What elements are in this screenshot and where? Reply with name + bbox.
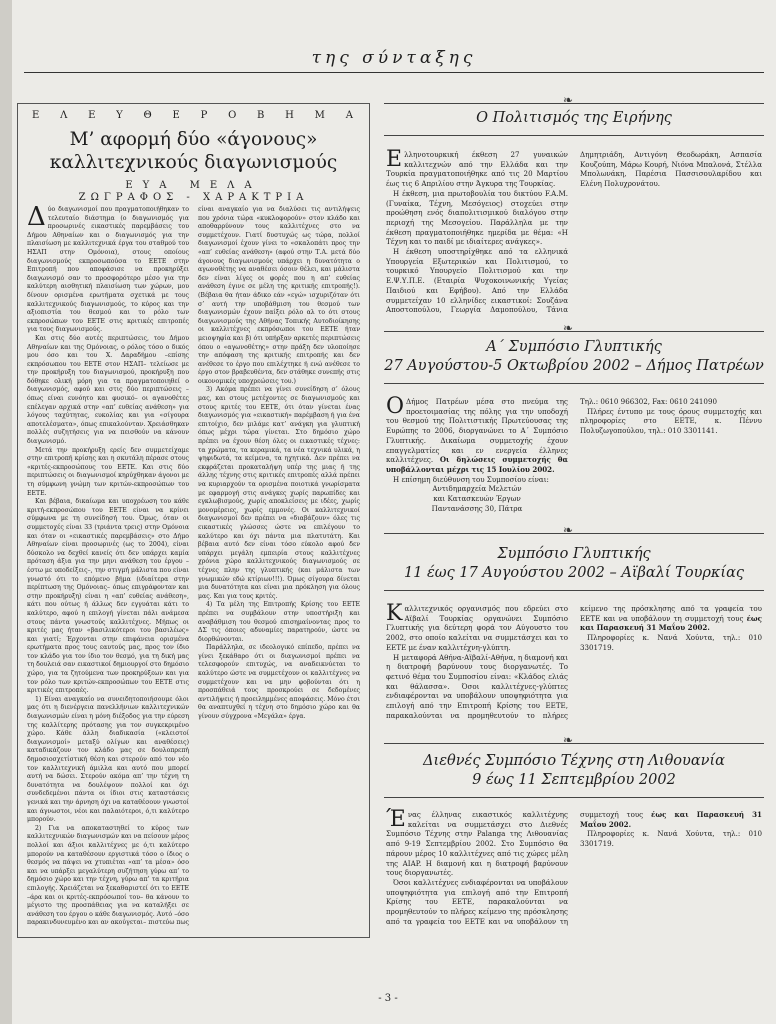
paragraph: Πληροφορίες κ. Νανά Χούντα, τηλ.: 010 3301719. — [580, 829, 762, 849]
paragraph: 1) Είναι αναγκαίο να συνειδητοποιήσουμε όλοι μας ότι η διενέργεια πανελλήνιων καλλιτεχνικών διαγωνισμών είναι η μόνη διέξοδος για την εύρεση της καλλίτερης πρότασης για τον συγκεκριμένο χώρο. Κάθε άλλη διαδικασία («κλειστοί διαγωνισμοί» μεταξύ ολίγων και αναθέσεις) καταδικάζουν τον κλάδο μας σε δουλοπρεπή δημοσιοσχετίστική θέση και στερούν από τον νέο τον καλλιτεχνική άμιλλα και αυτό που μπορεί αυτή να δώσει. Στερούν ακόμα απ’ την τέχνη τη δυνατότητα να δουλέψουν πολλοί και όχι συνδεδεμένοι πάντα οι ίδιοι στις καταστάσεις γενικά και την άρνηση όχι να καταθέσουν γνωστοί και άγνωστοι, νέοι και παλαιότεροι, ό,τι καλύτερο μπορούν. — [27, 695, 189, 824]
section-letter: Β — [257, 110, 267, 121]
article-1-title: Ο Πολιτισμός της Ειρήνης — [476, 110, 672, 126]
page-header: της σύνταξης — [311, 48, 477, 68]
article-4-title — [384, 752, 764, 790]
paragraph: λληνοτουρκική έκθεση 27 γυναικών καλλιτεχνών από την Ελλάδα και την Τουρκία πραγματοποιήθηκε από τις 20 Μαρτίου έως τις 6 Απριλίου στην Άγκυρα της Τουρκίας. — [386, 150, 568, 189]
section-letter: Ε — [88, 110, 98, 121]
ornament-icon: ❧ — [563, 523, 574, 537]
left-article-box — [17, 103, 370, 938]
address-line: Παντανάσσης 30, Πάτρα — [431, 503, 523, 513]
title-line-2: 9 έως 11 Σεπτεμβρίου 2002 — [472, 772, 676, 788]
paragraph: Και στις δύο αυτές περιπτώσεις, του Δήμου Αθηναίων και της Ομόνοιας, ο ρόλος τόσο ο δικός μου όσο και του Χ. Δαραδήμου –επίσης εκπρόσωπου του ΕΕΤΕ στον ΗΣΑΠ– τελείωσε με την προκήρυξη του διαγωνισμού, προκήρυξη που δόθηκε ολική μόρη για τα πραγματοποιηθεί ο διαγωνισμός, αφού και στις δύο περιπτώσεις –όπως είναι ευνόητο και φυσικό– οι αγανοθέτες επέλεγαν αρχικά στην «απ’ ευθείας ανάθεση» για λόγους ταχύτητας, ευκολίας και για «σίγουρα αποτελέσματα», όπως επικαλούνταν. Χρειάσθηκαν πολλές συζητήσεις για να πεισθούν να κάνουν διαγωνισμό. — [27, 334, 189, 446]
drop-cap: Ο — [386, 394, 405, 419]
title-line-1: Συμπόσιο Γλυπτικής — [497, 546, 651, 562]
title-line-2: 11 έως 17 Αυγούστου 2002 – Αϊβαλί Τουρκίας — [403, 565, 745, 581]
title-line-2: 27 Αυγούστου-5 Οκτωβρίου 2002 – Δήμος Πατρέων — [384, 358, 764, 374]
paragraph-text: Η μεταφορά Αθήνα-Αϊβαλί-Αθήνα, η διαμονή και η διατροφή βαρύνουν τους διοργανωτές. Το φετινό θέμα του Συμποσίου είναι: «Κλάδος ελιάς και θάλασσα». Όσοι καλλιτέχνες-γλύπτες ενδιαφέρονται να υποβάλουν υποψηφιότητα για επιλογή από την Επιτροπή Κρίσης του ΕΕΤΕ, παρακαλούνται να προμηθευτούν το πλήρες κείμενο της πρόσκλησης από τα γραφεία του ΕΕΤΕ και να υποβάλουν τη συμμετοχή τους — [386, 604, 762, 720]
paragraph: Η έκθεση υποστηρίχθηκε από τα ελληνικά Υπουργεία Εξωτερικών και Πολιτισμού, το τουρκικό Υπουργείο Πολιτισμού και την Ε.Ψ.Υ.Π.Ε. (Εταιρία Ψυχοκοινωνικής Υγείας Παιδιού και Εφήβου). Από την Ελλάδα συμμετείχαν 10 ελληνίδες εικαστικοί: Σουζάνα Αποστοπούλου, Γεωργία Δαμοπούλου, Τάνια Δημητριάδη, Αντιγόνη Θεοδωράκη, Ασπασία Κουζούπη, Μάρω Κουρή, Νιόνα Μπαλονά, Στέλλα Μπολωνάκη, Παρέσια Πασσισουλαρίδου και Ελένη Πολυχρονάτου. — [386, 150, 762, 315]
paragraph: Μετά την προκήρυξη ερείς δεν συμμετείχαμε στην επιτροπή κρίσης και η σκυτάλη πέρασε στους «κριτές-εκπροσώπους του ΕΕΤΕ. Και στις δύο περιπτώσεις οι διαγωνισμοί κηρύχθηκαν άγονοι με τη σύμφωνη γνώμη των κριτών-εκπροσώπων του ΕΕΤΕ. — [27, 446, 189, 497]
title-rule — [384, 797, 764, 798]
paragraph: 2) Για να αποκαταστηθεί το κύρος των καλλιτεχνικών διαγωνισμών και να πείσουν μέρος πολλοί και άξιοι καλλιτέχνες με ό,τι καλύτερο μπορούν να καταθέσουν εργιστικά τόσο ο ίδιος ο θεσμός να πάψει να χτυπιέται «απ’ τα μέσα» όσο και να υπάρξει μεγαλύτερη συζήτηση γύρω απ’ το δημόσιο χώρο και την τέχνη, γύρω απ’ τα κριτήρια επιλογής. Χρειάζεται να ξεκαθαριστεί ότι το ΕΕΤΕ –άρα και οι κριτές-εκπρόσωποί του– θα κάνουν το μέγιστο της προσπάθειας για να καταλήξει σε ανάθεση του έργου ο κάθε διαγωνισμός. Αυτό –όσο παρακινδυνευμένο και αν ακούγεται– πιστεύω πως είναι αναγκαίο για να διαλύσει τις αντιλήψεις που χρόνια τώρα «κυκλοφορούν» στον κλάδο και αποθαρρύνουν τους καλλιτέχνες στο να συμμετέχουν. Γιατί δυστυχώς ως τώρα, πολλοί διαγωνισμοί έχουν γίνει το «σκαλοπάτι προς την «απ’ ευθείας ανάθεση» (αφού στην Τ.Α. μετά δύο άγονους διαγωνισμούς υπάρχει η δυνατότητα ο αγωνοθέτης να αναθέσει όσοιν θέλει, και μάλιστα δεν είναι λίγες οι φορές που η απ’ ευθείας ανάθεση έγινε σε μέλη της κριτικής επιτροπής!). (Βέβαια θα ήταν άδικο εάν «εγώ» ισχυριζόταν ότι σ’ αυτή την υποβάθμιση του θεσμού των διαγωνισμών έχουν παίξει ρόλο αλ το ότι στους διαγωνισμούς της Αθήνας Τοπικής Αυτοδιοίκησης οι καλλιτέχνες εκπρόσωποι του ΕΕΤΕ ήταν μειοψηφία και β) ότι υπήρξαν αρκετές περιπτώσεις όπου ο «αγωνοθέτης» στην πράξη δεν υλοποίησε την απόφαση της κριτικής επιτροπής και δεν ανέθεσε το έργο που επιλέχτηκε ή ενώ ανέθεσε το έργο στον βραβευθέντα, δεν στάθηκε συνεπής στις οικονομικές υποχρεώσεις του.) — [27, 206, 360, 927]
deadline-text: Οι δηλώσεις συμμετοχής θα υποβάλλονται μέχρι τις 15 Ιουλίου 2002. — [386, 455, 568, 474]
title-line-1: Μ’ αφορμή δύο «άγονους» — [69, 129, 318, 150]
author-name: ΕΥΑ ΜΕΛΑ — [125, 180, 262, 191]
ornament-icon: ❧ — [563, 93, 574, 107]
section-letter: Μ — [314, 110, 327, 121]
paragraph: Η έκθεση, μια πρωτοβουλία του δικτύου F.A.M. (Γυναίκα, Τέχνη, Μεσόγειος) στοχεύει στην προώθηση ενός διαπολιτισμικού διαλόγου στην περιοχή της Μεσογείου. Παράλληλα με την έκθεση πραγματοποιήθηκε ημερίδα με θέμα: «Η Τέχνη και το παιδί με ιδιαίτερες ανάγκες». — [386, 188, 568, 247]
article-1-body — [386, 147, 762, 318]
ornament-rule — [384, 103, 764, 104]
article-2-body — [386, 394, 762, 523]
title-line-2: καλλιτεχνικούς διαγωνισμούς — [49, 152, 338, 173]
ornament-icon: ❧ — [563, 321, 574, 335]
section-letter: Ο — [228, 110, 239, 121]
paragraph: 3) Ακόμα πρέπει να γίνει συνείδηση σ’ όλους μας, και στους μετέχοντες σε διαγωνισμούς και στους κριτές του ΕΕΤΕ, ότι όταν γίνεται ένας διαγωνισμός για «εικαστική» παρέμβαση ή για ένα επιτοίχιο, δεν μιλάμε κατ’ ανάγκη για γλυπτική όπως μέχρι τώρα γίνεται. Στο δημόσιο χώρο πρέπει να έχουν θέση όλες οι εικαστικές τέχνες: τα χρώματα, τα κεραμικά, τα νέα τεχνικά υλικά, η ψηφιδωτά, τα κείμενα, τα ηχητικά. Δεν πρέπει να εκφράζεται προκαταλήψη υπέρ της μιας ή της άλλης τέχνης στις κριτικές επιτροπές αλλά πρέπει να κυριαρχούν τα ορισμένα ποιοτικά γνωρίσματα με εφαρμογή στις ανάγκες χωρίς παρωπίδες και εγκλωβισμούς, χωρίς αποκλείσεις με ιδέες, χωρίς μονομέρειες, χωρίς εμμονές. Οι καλλιτεχνικοί διαγωνισμοί δεν πρέπει να «διαβάζουν» όλες τις εικαστικές γλώσσες ώστε να επιλέγουν το καλύτερο και όχι πάντα μια πλατυτάτη. Και βέβαια αυτό δεν είναι τόσο εύκολο αφού δεν υπάρχει μεγάλη εμπειρία στους καλλιτέχνες χρόνια χώρο καλλιτεχνικούς διαγωνισμούς σε τέχνες πλην της γλυπτικής (και μάλιστα των γνωμικών εδώ κτίριων!!!). Όμως σίγουρα δίνεται μια δυνατότητα και είναι μια πρόκληση για όλους μας. Και για τους κριτές. — [198, 386, 360, 600]
paragraph: ύο διαγωνισμοί που πραγματοποιήθηκαν το τελευταίο διάστημα (ο διαγωνισμός για προσωρινές εικαστικές παρεμβάσεις του Δήμου Αθηναίων και ο διαγωνισμός για την πλαισίωση με καλλιτεχνικά έργα του σταθμού του ΗΣΑΠ στην Ομόνοια), στους οποίους διαγωνισμούς εκπροσωπούσα το ΕΕΤΕ στην Επιτροπή που αποφάσισε να προκηρύξει διαγωνισμό σαν το προσφορότερο μέσο για την καλύτερη αισθητική πλαισίωση των χώρων, μου δίνουν ορισμένα ερωτήματα σχετικά με τους καλλιτεχνικούς διαγωνισμούς, το κύρος και την αξιοπιστία του θεσμού και το ρόλο των εκπροσώπων του ΕΕΤΕ στις κριτικές επιτροπές για τους διαγωνισμούς. — [27, 206, 189, 334]
deadline-text: έως και Παρασκευή 31 Μαΐου 2002. — [580, 810, 762, 829]
ornament-rule — [384, 743, 764, 744]
title-rule — [384, 135, 764, 136]
article-2-title — [384, 338, 764, 376]
title-line-1: Α΄ Συμπόσιο Γλυπτικής — [486, 339, 662, 355]
left-article-title — [18, 128, 369, 174]
article-3-body — [386, 601, 762, 729]
drop-cap: Δ — [27, 202, 46, 232]
title-line-1: Διεθνές Συμπόσιο Τέχνης στη Λιθουανία — [423, 753, 725, 769]
paragraph: Η επίσημη διεύθυνση του Συμποσίου είναι: — [393, 474, 549, 484]
paragraph: αλλιτεχνικός οργανισμός που εδρεύει στο Αϊβαλί Τουρκίας οργανώνει Συμπόσιο Γλυπτικής για δεύτερη φορά τον Αύγουστο του 2002, στο οποίο καλείται να συμμετάσχει και το ΕΕΤΕ με έναν καλλιτέχνη-γλύπτη. — [386, 604, 568, 652]
paragraph: Πλήρες έντυπο με τους όρους συμμετοχής και πληροφορίες στο ΕΕΤΕ, κ. Πέννυ Πολυζωγοπούλου, τηλ.: 010 3301141. — [580, 406, 762, 436]
left-article-body — [27, 202, 360, 932]
section-letter: Α — [345, 110, 355, 121]
author-role: ΖΩΓΡΑΦΟΣ - ΧΑΡΑΚΤΡΙΑ — [78, 192, 309, 203]
drop-cap: Κ — [386, 601, 403, 626]
section-letter: Λ — [60, 110, 70, 121]
phone-line: Τηλ.: 0610 966302, Fax: 0610 241090 — [580, 397, 717, 406]
paragraph-text: Όσοι καλλιτέχνες ενδιαφέρονται να υποβάλουν υποψηφιότητα για επιλογή από την Επιτροπή Κρίσης του ΕΕΤΕ, παρακαλούνται να προμηθευτούν το πλήρες κείμενο της πρόσκλησης από τα γραφεία του ΕΕΤΕ και να υποβάλουν τη συμμετοχή τους — [386, 810, 652, 926]
ornament-icon: ❧ — [563, 733, 574, 747]
scan-edge — [0, 0, 12, 1024]
title-rule — [384, 590, 764, 591]
paragraph: Παράλληλα, σε ιδεολογικό επίπεδο, πρέπει να γίνει ξεκάθαρο ότι οι διαγωνισμοί πρέπει να τελεσφορούν επιτυχώς, να αναδεικνύεται το καλύτερο ώστε να συμμετέχουν οι καλλιτέχνες να συμμετέχουν και να μην φοβούνται ότι η προσπάθειά τους προσκρούει σε δεδομένες αντιλήψεις ή προειλημμένες αποφάσεις. Μόνο έτσι θα αναπτυχθεί η τέχνη στο δημόσιο χώρο και θα γίνουν σύγχρονα «Μεγάλα» έργα. — [198, 644, 360, 721]
header-rule — [24, 72, 764, 73]
title-rule — [384, 383, 764, 384]
page-number: - 3 - — [378, 993, 398, 1004]
ornament-rule — [384, 331, 764, 332]
article-3-title — [384, 545, 764, 583]
section-letter: Ε — [172, 110, 182, 121]
drop-cap: Ε — [386, 147, 403, 172]
article-4-body — [386, 807, 762, 938]
deadline-text: έως και Παρασκευή 31 Μαΐου 2002. — [580, 613, 762, 633]
address-line: και Κατασκευών Έργων — [433, 494, 521, 504]
drop-cap: Έ — [386, 807, 406, 832]
address-line: Αντιδημαρχεία Μελετών — [432, 484, 522, 494]
paragraph: νας έλληνας εικαστικός καλλιτέχνης καλείται να συμμετάσχει στο Διεθνές Συμπόσιο Τέχνης στην Palanga της Λιθουανίας από 9-19 Σεπτεμβρίου 2002. Στο Συμπόσιο θα πάρουν μέρος 10 καλλιτέχνες από τις χώρες μέλη της AIAP. Η διαμονή και η διατροφή βαρύνουν τους διοργανωτές. — [386, 810, 568, 878]
paragraph: Δήμος Πατρέων μέσα στο πνεύμα της προετοιμασίας της πόλης για την υποδοχή του θεσμού της Πολιτιστικής Πρωτεύουσας της Ευρώπης το 2006, διοργανώνει το Α΄ Συμπόσιο Γλυπτικής. Δικαίωμα συμμετοχής έχουν επαγγελματίες και εν ενεργεία έλληνες καλλιτέχνες. — [386, 397, 568, 465]
section-letter: Ρ — [200, 110, 210, 121]
author-block — [18, 180, 369, 204]
paragraph: Πληροφορίες κ. Νανά Χούντα, τηλ.: 010 3301719. — [580, 633, 762, 652]
ornament-rule — [384, 533, 764, 534]
paragraph: Και βέβαια, δικαίωμα και υποχρέωση του κάθε κριτή-εκπροσώπου του ΕΕΤΕ είναι να κρίνει σύμφωνα με τη συνείδησή του. Όμως, όταν οι συμμετοχές είναι 33 (τριάντα τρεις) στην Ομόνοια και όταν οι «εικαστικές παρεμβάσεις» στο Δήμο Αθηναίων είναι προσωρινές (ως το 2004), είναι δύσκολο να δεχθεί κανείς ότι δεν υπάρχει καμία πρόταση άξια για την μηνι ανάθεση του έργου –έστω με υποδείξεις–, την στιγμή μάλιστα που είναι γνωστό ότι το επόμενο βήμα (ιδιαίτερα στην περίπτωση της Ομόνοιας– όπως επιγράφονταν και στην προκήρυξη) είναι η «απ’ ευθείας ανάθεση», κάτι που ούτως ή άλλως δεν εγγυάται κάτι το καλύτερο, αφού η επιλογή γίνεται πάλι ανάμεσα στους πάντα γνωστούς καλλιτέχνες. Μήπως οι κριτές μας ήταν «βασιλικότεροι του βασιλέως» και γιατί; Έρχονται στην επιφάνεια ορισμένα ερωτήματα προς τους εαυτούς μας, προς τον ίδιο τον κλάδο για τον ίδιο τον θεσμό, για τη δική μας τη δουλειά σαν εικαστικοί δημιουργοί στο δημόσιο χώρο, για τα ζητούμενα των προκηρύξεων και για τον ρόλο των κριτών-εκπροσώπων του ΕΕΤΕ στις κριτικές επιτροπές. — [27, 498, 189, 695]
section-label — [18, 110, 369, 121]
section-letter: Υ — [116, 110, 125, 121]
section-letter: Θ — [143, 110, 154, 121]
paragraph: 4) Τα μέλη της Επιτροπής Κρίσης του ΕΕΤΕ πρέπει να συμβάλουν στην υποστήριξη και αναβάθμιση του θεσμού επισημαίνοντας προς το ΔΣ τις όποιες αδυναμίες παρατηρούν, ώστε να διορθώνονται. — [198, 601, 360, 643]
section-letter: Η — [285, 110, 296, 121]
section-letter: Ε — [32, 110, 42, 121]
